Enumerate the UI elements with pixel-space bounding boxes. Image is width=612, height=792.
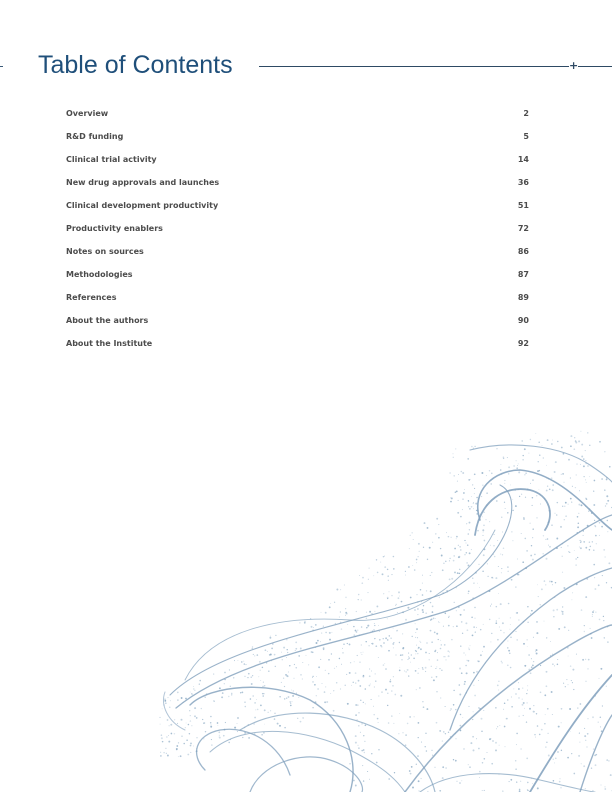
toc-entry-page: 72 <box>517 224 529 233</box>
toc-entry-label: Notes on sources <box>66 247 144 256</box>
toc-entry-clinical-trial-activity[interactable] <box>66 148 529 171</box>
toc-entry-label: About the Institute <box>66 339 153 348</box>
toc-entry-references[interactable] <box>66 286 529 309</box>
particle-swirl-graphic <box>150 430 612 792</box>
toc-entry-label: Overview <box>66 109 109 118</box>
toc-entry-page: 92 <box>517 339 529 348</box>
toc-entry-page: 89 <box>517 293 529 302</box>
toc-entry-page: 90 <box>517 316 529 325</box>
toc-entry-label: References <box>66 293 117 302</box>
toc-entry-rd-funding[interactable] <box>66 125 529 148</box>
toc-entry-page: 51 <box>517 201 529 210</box>
toc-entry-clinical-development-productivity[interactable] <box>66 194 529 217</box>
toc-entry-notes-on-sources[interactable] <box>66 240 529 263</box>
toc-entry-label: Methodologies <box>66 270 133 279</box>
toc-entry-productivity-enablers[interactable] <box>66 217 529 240</box>
page-title: Table of Contents <box>38 51 233 79</box>
toc-entry-new-drug-approvals[interactable] <box>66 171 529 194</box>
toc-entry-label: New drug approvals and launches <box>66 178 220 187</box>
toc-entry-page: 2 <box>523 109 529 118</box>
toc-list <box>66 102 529 355</box>
toc-entry-label: R&D funding <box>66 132 124 141</box>
toc-entry-page: 5 <box>523 132 529 141</box>
toc-entry-page: 87 <box>517 270 529 279</box>
toc-entry-label: Clinical trial activity <box>66 155 157 164</box>
toc-entry-page: 86 <box>517 247 529 256</box>
title-rule <box>259 66 612 67</box>
toc-entry-overview[interactable] <box>66 102 529 125</box>
plus-icon: + <box>569 59 579 72</box>
toc-entry-label: Clinical development productivity <box>66 201 219 210</box>
toc-entry-about-the-authors[interactable] <box>66 309 529 332</box>
toc-entry-page: 14 <box>517 155 529 164</box>
toc-entry-page: 36 <box>517 178 529 187</box>
toc-entry-about-the-institute[interactable] <box>66 332 529 355</box>
toc-entry-label: Productivity enablers <box>66 224 163 233</box>
left-edge-tick <box>0 66 3 67</box>
toc-entry-label: About the authors <box>66 316 149 325</box>
toc-entry-methodologies[interactable] <box>66 263 529 286</box>
